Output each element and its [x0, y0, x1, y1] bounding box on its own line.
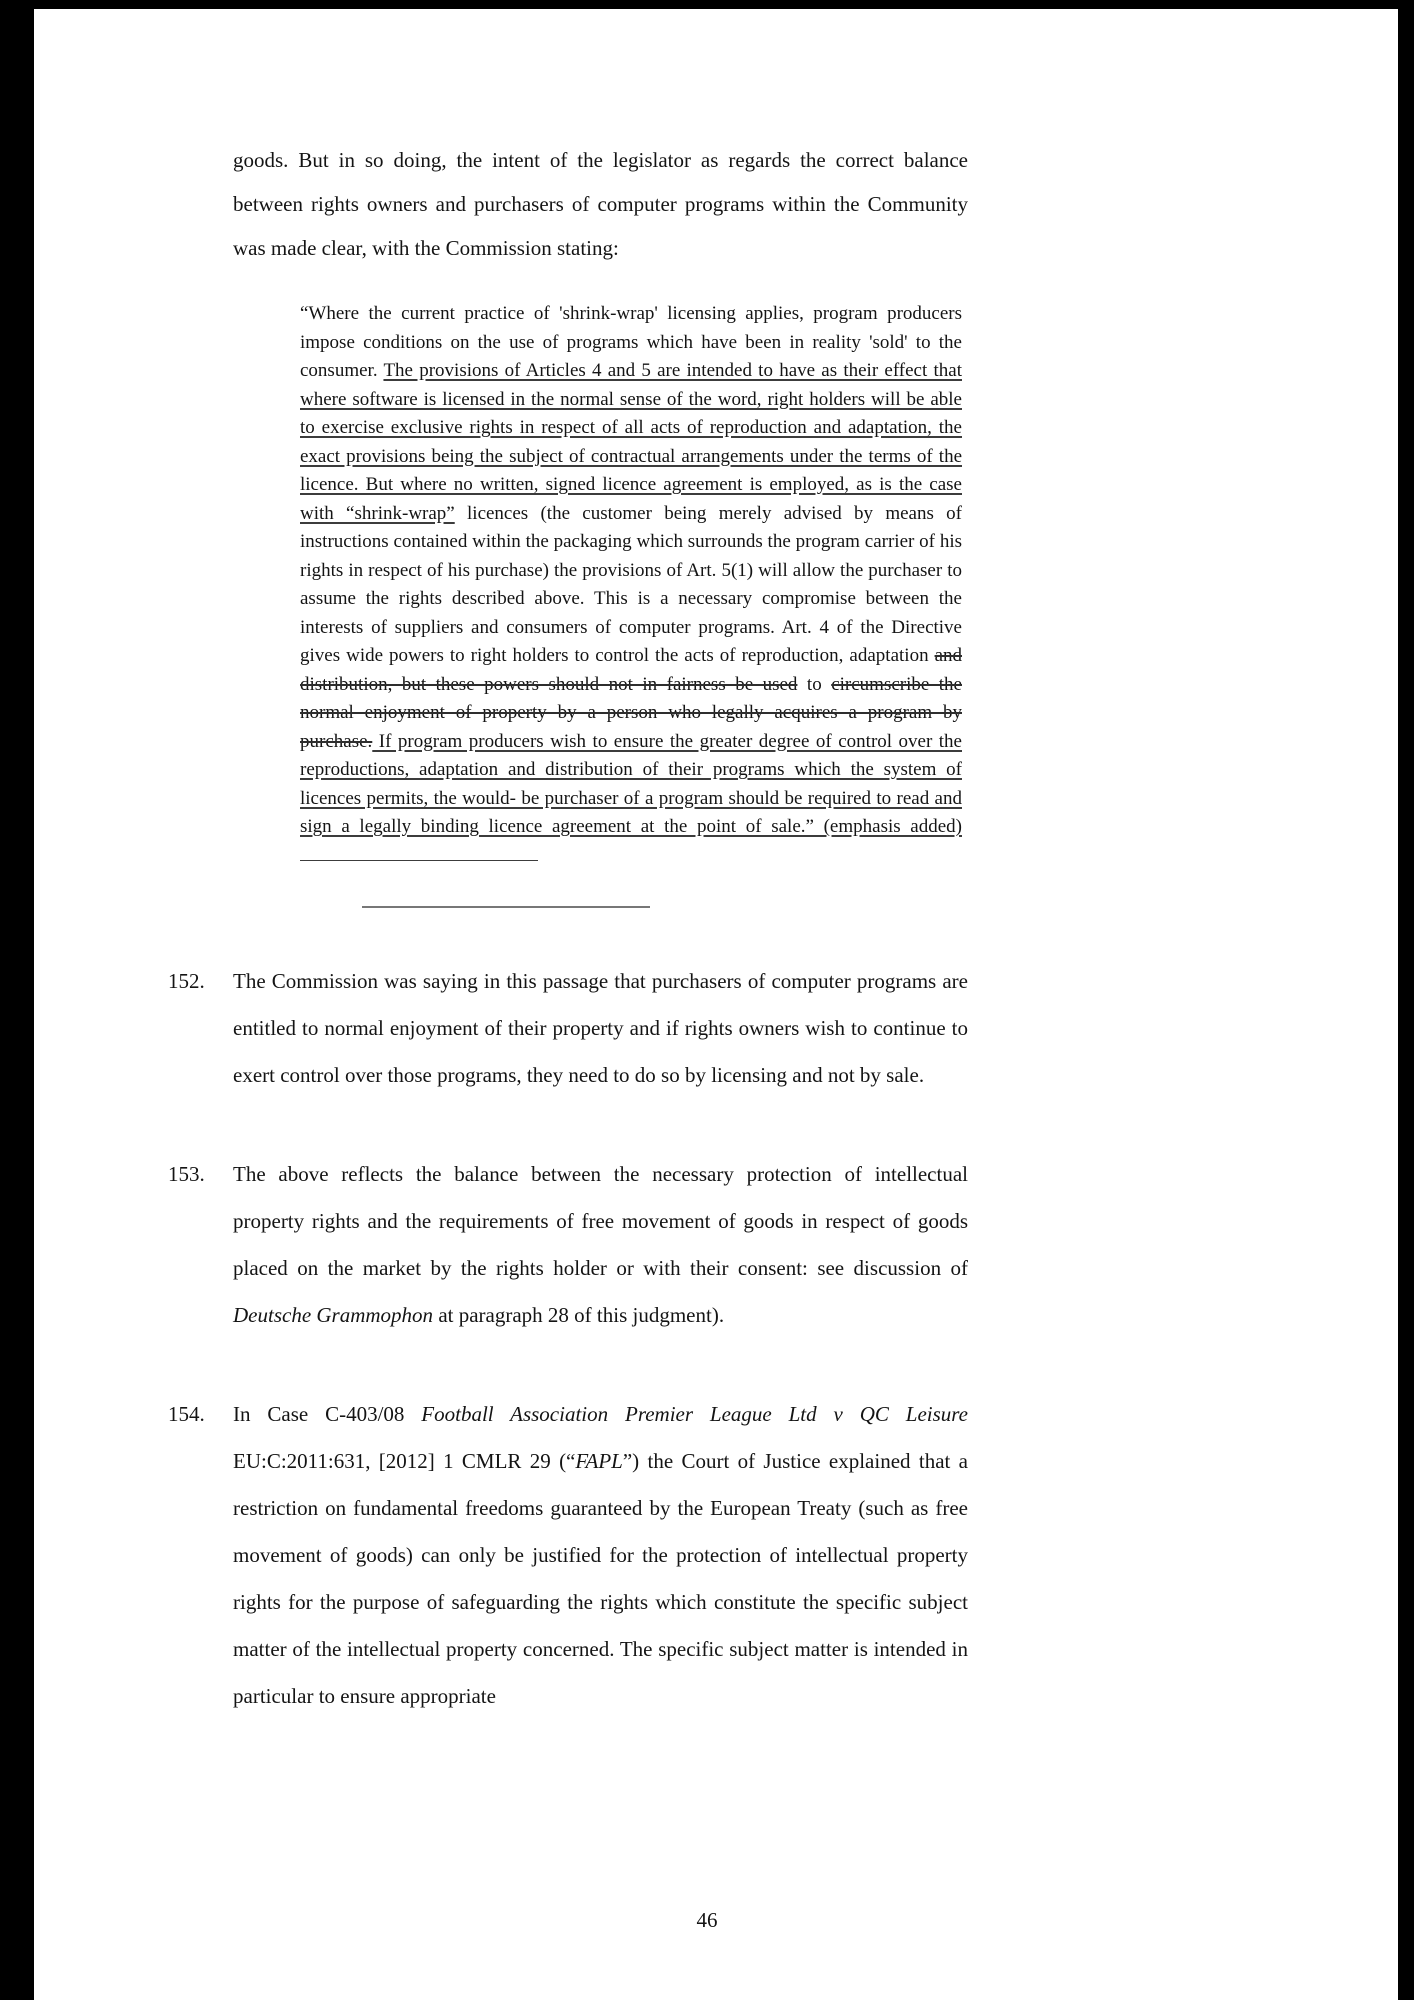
judgment-paragraph — [168, 1151, 968, 1339]
text-segment: Deutsche Grammophon — [233, 1303, 434, 1327]
document-body — [168, 138, 968, 1772]
numbered-paragraphs — [168, 958, 968, 1720]
scan-border-top — [0, 0, 1414, 9]
text-segment: circumscribe the normal enjoyment of property by a person who legally acquires a program by purchase. — [300, 673, 962, 752]
judgment-paragraph — [168, 1391, 968, 1720]
block-quote — [300, 300, 962, 870]
text-segment: Football Association Premier League Ltd v QC Leisure — [421, 1402, 968, 1426]
footnote-separator — [362, 906, 650, 908]
paragraph-text — [233, 1162, 968, 1327]
text-segment: FAPL — [575, 1449, 623, 1473]
text-segment: to — [797, 673, 832, 695]
judgment-paragraph — [168, 958, 968, 1099]
intro-paragraph: goods. But in so doing, the intent of the legislator as regards the correct balance between rights owners and purchasers of computer programs within the Community was made clear, with the Commission stating: — [233, 148, 968, 260]
text-segment: “Where the current practice of 'shrink-wrap' licensing applies, program producers impose conditions on the use of programs which have been in reality 'sold' to the consumer. — [300, 303, 962, 381]
paragraph-number: 154. — [168, 1402, 205, 1426]
text-segment: In Case C-403/08 — [233, 1402, 422, 1426]
text-segment: If program producers wish to ensure the greater degree of control over the reproductions, adaptation and distribution of their programs which the system of licences permits, the would- be purchaser of a program should be required to read and sign a legally binding licence agreement at the point of sale.” (emphasis added) — [300, 730, 962, 837]
paragraph-text — [233, 1402, 968, 1708]
text-segment: and distribution, but these powers should not in fairness be used — [300, 645, 962, 695]
text-segment: The above reflects the balance between the necessary protection of intellectual property rights and the requirements of free movement of goods in respect of goods placed on the market by the rights holder or with their consent: see discussion of — [233, 1162, 968, 1280]
paragraph-number: 153. — [168, 1162, 205, 1186]
text-segment: at paragraph 28 of this judgment). — [433, 1303, 725, 1327]
page-number: 46 — [696, 1908, 718, 1932]
trailing-underline — [300, 859, 538, 861]
text-segment: EU:C:2011:631, [2012] 1 CMLR 29 (“ — [233, 1449, 576, 1473]
text-segment: The provisions of Articles 4 and 5 are intended to have as their effect that where software is licensed in the normal sense of the word, right holders will be able to exercise exclusive rights in respect of all acts of reproduction and adaptation, the exact provisions being the subject of contractual arrangements under the terms of the licence. But where no written, signed licence agreement is employed, as is the case with “shrink-wrap” — [300, 360, 962, 524]
text-segment: licences (the customer being merely advised by means of instructions contained within the packaging which surrounds the program carrier of his rights in respect of his purchase) the provisions of Art. 5(1) will allow the purchaser to assume the rights described above. This is a necessary compromise between the interests of suppliers and consumers of computer programs. Art. 4 of the Directive gives wide powers to right holders to control the acts of reproduction, adaptation — [300, 502, 962, 666]
quote-segments — [300, 303, 962, 837]
text-segment: The Commission was saying in this passage that purchasers of computer programs are entitled to normal enjoyment of their property and if rights owners wish to continue to exert control over those programs, they need to do so by licensing and not by sale. — [233, 969, 968, 1087]
paragraph-number: 152. — [168, 969, 205, 993]
text-segment: ”) the Court of Justice explained that a restriction on fundamental freedoms guaranteed by the European Treaty (such as free movement of goods) can only be justified for the protection of intellectual property rights for the purpose of safeguarding the rights which constitute the specific subject matter of the intellectual property concerned. The specific subject matter is intended in particular to ensure appropriate — [233, 1449, 968, 1708]
scan-border-left — [0, 0, 34, 2000]
paragraph-text — [233, 969, 968, 1087]
scan-border-right — [1398, 0, 1414, 2000]
